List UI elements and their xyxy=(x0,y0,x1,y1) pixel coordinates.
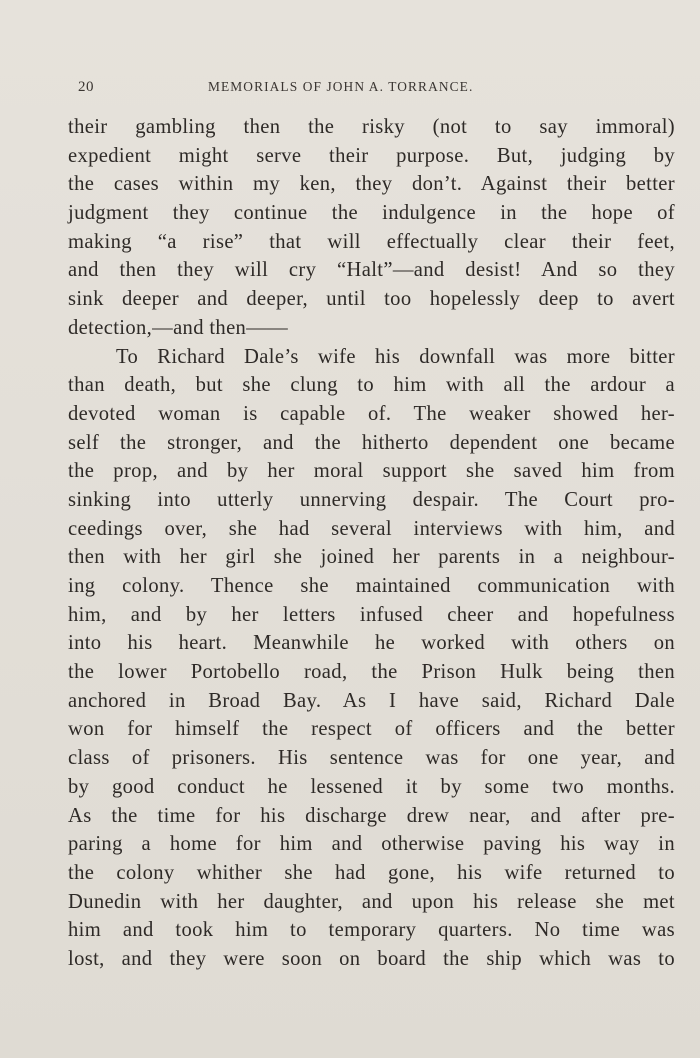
text-line: anchored in Broad Bay. As I have said, Richard Dale xyxy=(68,689,675,712)
text-line: and then they will cry “Halt”—and desist! And so they xyxy=(68,259,675,282)
text-line: As the time for his discharge drew near, and after pre- xyxy=(68,804,675,827)
text-line: the lower Portobello road, the Prison Hulk being then xyxy=(68,661,675,684)
text-line: the colony whither she had gone, his wife returned to xyxy=(68,861,675,884)
text-line: sink deeper and deeper, until too hopelessly deep to avert xyxy=(68,288,675,311)
text-line: by good conduct he lessened it by some two months. xyxy=(68,775,675,798)
text-line: him and took him to temporary quarters. No time was xyxy=(68,919,675,942)
text-line: class of prisoners. His sentence was for one year, and xyxy=(68,747,675,770)
text-line: into his heart. Meanwhile he worked with others on xyxy=(68,632,675,655)
text-line: self the stronger, and the hitherto dependent one became xyxy=(68,431,675,454)
running-title: MEMORIALS OF JOHN A. TORRANCE. xyxy=(208,79,474,94)
text-line: making “a rise” that will effectually clear their feet, xyxy=(68,230,675,253)
text-line: then with her girl she joined her parents in a neighbour- xyxy=(68,546,675,569)
text-line: the prop, and by her moral support she saved him from xyxy=(68,460,675,483)
text-line: lost, and they were soon on board the ship which was to xyxy=(68,947,675,970)
text-line: judgment they continue the indulgence in the hope of xyxy=(68,202,675,225)
text-line: than death, but she clung to him with all the ardour a xyxy=(68,374,675,397)
text-line: paring a home for him and otherwise paving his way in xyxy=(68,833,675,856)
text-line: sinking into utterly unnerving despair. The Court pro- xyxy=(68,488,675,511)
body-text xyxy=(68,113,675,974)
text-line: their gambling then the risky (not to say immoral) xyxy=(68,116,675,138)
text-line: the cases within my ken, they don’t. Against their better xyxy=(68,173,675,196)
text-line: ing colony. Thence she maintained communication with xyxy=(68,575,675,597)
text-line: ceedings over, she had several interviews with him, and xyxy=(68,517,675,540)
text-line: Dunedin with her daughter, and upon his release she met xyxy=(68,890,675,913)
running-head xyxy=(78,79,668,99)
text-line: devoted woman is capable of. The weaker showed her- xyxy=(68,402,675,425)
text-line: him, and by her letters infused cheer and hopefulness xyxy=(68,603,675,626)
text-line: expedient might serve their purpose. But, judging by xyxy=(68,144,675,167)
text-line: To Richard Dale’s wife his downfall was more bitter xyxy=(116,345,675,368)
text-line: detection,—and then—— xyxy=(68,316,289,339)
text-line: won for himself the respect of officers and the better xyxy=(68,718,675,741)
page-number: 20 xyxy=(78,79,94,95)
